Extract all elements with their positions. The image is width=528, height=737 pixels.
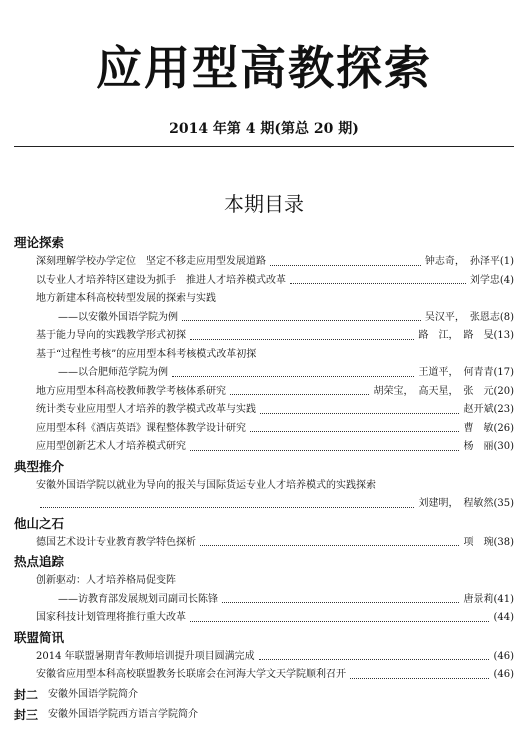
entry-author: 吴汉平， 张恩志 [424, 311, 500, 323]
toc-entry[interactable] [14, 609, 514, 628]
section-heading: 热点追踪 [14, 554, 65, 569]
entry-page: (35) [493, 498, 514, 509]
toc-entry[interactable] [14, 477, 514, 496]
entry-page: (20) [493, 385, 514, 397]
entry-author: 项 琬 [463, 536, 494, 548]
toc-entry[interactable] [14, 420, 514, 439]
dot-leader [230, 394, 369, 395]
entry-title: 德国艺术设计专业教育教学特色探析 [36, 536, 196, 548]
entry-page: (17) [493, 367, 514, 378]
entry-author: 胡荣宝， 高天星， 张 元 [373, 385, 494, 397]
entry-page: (8) [499, 311, 514, 323]
toc-entry[interactable] [14, 438, 514, 457]
dot-leader [222, 602, 459, 603]
entry-page: (41) [493, 593, 514, 605]
toc-entry[interactable] [14, 253, 514, 272]
toc-entry[interactable] [14, 383, 514, 402]
dot-leader [350, 678, 489, 679]
dot-leader [190, 450, 459, 451]
entry-page: (13) [493, 330, 514, 341]
toc-entry[interactable] [14, 272, 514, 291]
entry-author: 唐景莉 [463, 593, 494, 605]
dot-leader [270, 265, 421, 266]
dot-leader [290, 283, 466, 284]
cover-key: 封二 [14, 687, 39, 702]
entry-title: 2014 年联盟暑期青年教师培训提升项目圆满完成 [36, 650, 255, 662]
entry-author: 钟志奇， 孙泽平 [424, 256, 500, 267]
entry-title: 地方应用型本科高校教师教学考核体系研究 [36, 385, 226, 397]
section-heading: 典型推介 [14, 458, 65, 474]
entry-title: 以专业人才培养特区建设为抓手 推进人才培养模式改革 [36, 274, 286, 286]
entry-page: (46) [493, 669, 514, 680]
cover-text: 安徽外国语学院简介 [48, 688, 138, 700]
toc-entry[interactable] [14, 572, 514, 591]
toc-title: 本期目录 [224, 192, 304, 216]
entry-title: 地方新建本科高校转型发展的探索与实践 [36, 293, 216, 304]
toc-entry[interactable] [14, 591, 514, 610]
toc-entry[interactable] [14, 327, 514, 346]
section-heading: 理论探索 [14, 235, 65, 250]
cover-key: 封三 [14, 707, 39, 722]
entry-title: 安徽外国语学院以就业为导向的报关与国际货运专业人才培养模式的实践探索 [36, 479, 376, 491]
dot-leader [190, 339, 414, 340]
dot-leader [259, 659, 490, 660]
entry-page: (26) [493, 422, 514, 434]
dot-leader [260, 413, 459, 414]
section-heading: 联盟简讯 [14, 629, 65, 645]
table-of-contents [14, 233, 514, 725]
toc-entry[interactable] [14, 309, 514, 328]
toc-entry[interactable] [14, 534, 514, 553]
issue-number: 2014 年第 4 期(第总 20 期) [169, 121, 359, 137]
dot-leader [172, 376, 414, 377]
toc-entry[interactable] [14, 401, 514, 420]
entry-page: (30) [493, 441, 514, 452]
toc-entry[interactable] [14, 495, 514, 514]
toc-entry[interactable] [14, 290, 514, 309]
toc-entry[interactable] [14, 648, 514, 667]
dot-leader [182, 320, 421, 321]
entry-page: (38) [493, 536, 514, 548]
dot-leader [190, 621, 489, 622]
entry-author: 刘建明， 程敏然 [418, 498, 494, 509]
entry-title: 安徽省应用型本科高校联盟教务长联席会在河海大学文天学院顺利召开 [36, 669, 346, 680]
entry-page: (46) [493, 650, 514, 662]
entry-title: 创新驱动：人才培养格局促变阵 [36, 575, 176, 586]
entry-title: 国家科技计划管理将推行重大改革 [36, 612, 186, 623]
entry-author: 刘学忠 [469, 274, 500, 286]
section-heading: 他山之石 [14, 515, 65, 531]
entry-title: 应用型创新艺术人才培养模式研究 [36, 441, 186, 452]
cover-entry[interactable] [14, 705, 514, 725]
journal-masthead: 应用型高教探索 [96, 41, 432, 95]
entry-author: 杨 丽 [463, 441, 494, 452]
entry-title: 基于能力导向的实践教学形式初探 [36, 330, 186, 341]
toc-entry[interactable] [14, 346, 514, 365]
entry-author: 路 江， 路 旻 [418, 330, 494, 341]
entry-page: (23) [493, 404, 514, 415]
dot-leader [250, 431, 459, 432]
entry-title: ——以合肥师范学院为例 [58, 367, 168, 378]
entry-title: 统计类专业应用型人才培养的教学模式改革与实践 [36, 404, 256, 415]
entry-page: (1) [499, 256, 514, 267]
entry-title: 深刻理解学校办学定位 坚定不移走应用型发展道路 [36, 256, 266, 267]
cover-text: 安徽外国语学院西方语言学院简介 [48, 708, 198, 720]
cover-entry[interactable] [14, 685, 514, 705]
dot-leader [200, 545, 459, 546]
entry-title: 基于“过程性考核”的应用型本科考核模式改革初探 [36, 348, 257, 360]
entry-page: (4) [499, 274, 514, 286]
entry-title: 应用型本科《酒店英语》课程整体教学设计研究 [36, 422, 246, 434]
entry-title: ——以安徽外国语学院为例 [58, 311, 178, 323]
entry-author: 曹 敏 [463, 422, 494, 434]
entry-title: ——访教育部发展规划司副司长陈锋 [58, 593, 218, 605]
entry-author: 王道平， 何青青 [418, 367, 494, 378]
toc-entry[interactable] [14, 364, 514, 383]
entry-author: 赵开斌 [463, 404, 494, 415]
dot-leader [40, 507, 414, 508]
entry-page: (44) [493, 612, 514, 623]
header-divider [14, 146, 514, 147]
toc-entry[interactable] [14, 666, 514, 685]
